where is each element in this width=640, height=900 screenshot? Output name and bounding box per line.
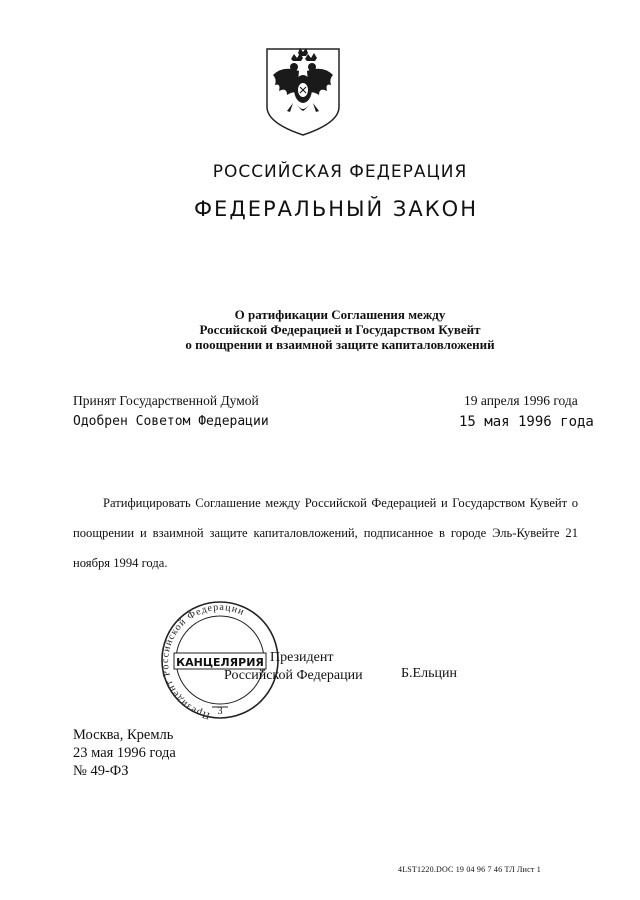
law-number: № 49-ФЗ [73, 763, 129, 779]
signing-place: Москва, Кремль [73, 727, 174, 743]
stamp-center-text: КАНЦЕЛЯРИЯ [176, 656, 264, 669]
signatory-title-line: Российской Федерации [224, 668, 363, 683]
duma-adoption-date: 19 апреля 1996 года [464, 393, 578, 408]
coat-of-arms-emblem [263, 45, 343, 137]
document-type-heading: ФЕДЕРАЛЬНЫЙ ЗАКОН [193, 197, 478, 221]
duma-adoption-label: Принят Государственной Думой [73, 393, 259, 408]
signatory-title [224, 649, 363, 685]
council-approval-date: 15 мая 1996 года [459, 414, 594, 430]
law-title-line: Российской Федерацией и Государством Кувейт [199, 322, 481, 337]
document-footer: 4LST1220.DOC 19 04 96 7 46 ТЛ Лист 1 [398, 865, 541, 874]
law-title-line: о поощрении и взаимной защите капиталовложений [185, 337, 495, 352]
signatory-title-line: Президент [270, 650, 334, 665]
council-approval-label: Одобрен Советом Федерации [73, 414, 269, 429]
law-body-text: Ратифицировать Соглашение между Российской Федерацией и Государством Кувейт о поощрении и взаимной защите капиталовложений, подписанное в городе Эль-Кувейте 21 ноября 1994 года. [73, 496, 578, 570]
signing-date: 23 мая 1996 года [73, 745, 176, 761]
stamp-number: 3 [217, 706, 223, 717]
place-date-block [73, 726, 176, 780]
country-heading: РОССИЙСКАЯ ФЕДЕРАЦИЯ [212, 162, 468, 182]
stamp-ring-text: Президент Российской Федерации [160, 601, 247, 721]
signatory-name: Б.Ельцин [401, 666, 457, 681]
law-title-line: О ратификации Соглашения между [234, 307, 446, 322]
